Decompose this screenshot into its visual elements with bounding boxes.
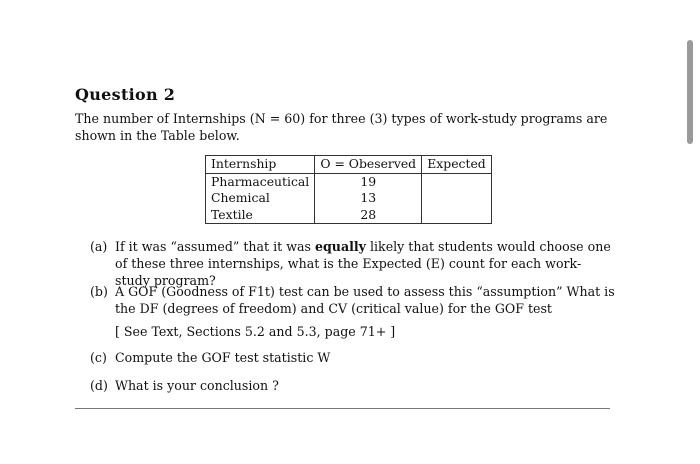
header-expected: Expected [422,156,492,174]
part-b-reference: [ See Text, Sections 5.2 and 5.3, page 71+ ] [115,324,396,339]
cell-internship: Pharmaceutical [206,173,315,190]
part-a-text: If it was “assumed” that it was equally likely that students would choose one of these three internships, what is the Expected (E) count for each work-study program? [115,239,611,288]
part-a [90,238,615,289]
cell-expected [422,190,492,207]
part-b-label: (b) [90,284,108,299]
emphasis-equally: equally [314,239,366,254]
table-row [206,207,492,224]
cell-observed: 19 [315,173,422,190]
part-a-label: (a) [90,239,108,254]
table-header-row [206,156,492,174]
header-observed: O = Obeserved [315,156,422,174]
part-d-label: (d) [90,378,108,393]
part-c-label: (c) [90,350,107,365]
cell-expected [422,173,492,190]
internship-table [205,155,492,224]
part-c [90,349,615,366]
part-b-text: A GOF (Goodness of F1t) test can be used to assess this “assumption” What is the DF (degrees of freedom) and CV (critical value) for the GOF test [115,284,615,316]
part-d [90,377,615,394]
table-row [206,190,492,207]
bottom-divider [75,408,610,409]
cell-observed: 13 [315,190,422,207]
cell-internship: Chemical [206,190,315,207]
header-internship: Internship [206,156,315,174]
part-b [90,283,615,340]
cell-internship: Textile [206,207,315,224]
question-title: Question 2 [75,85,176,104]
part-d-text: What is your conclusion ? [115,378,279,393]
question-intro: The number of Internships (N = 60) for three (3) types of work-study programs are shown in the Table below. [75,111,608,143]
scrollbar-thumb[interactable] [687,40,693,144]
cell-observed: 28 [315,207,422,224]
cell-expected [422,207,492,224]
part-c-text: Compute the GOF test statistic W [115,350,331,365]
table-row [206,173,492,190]
